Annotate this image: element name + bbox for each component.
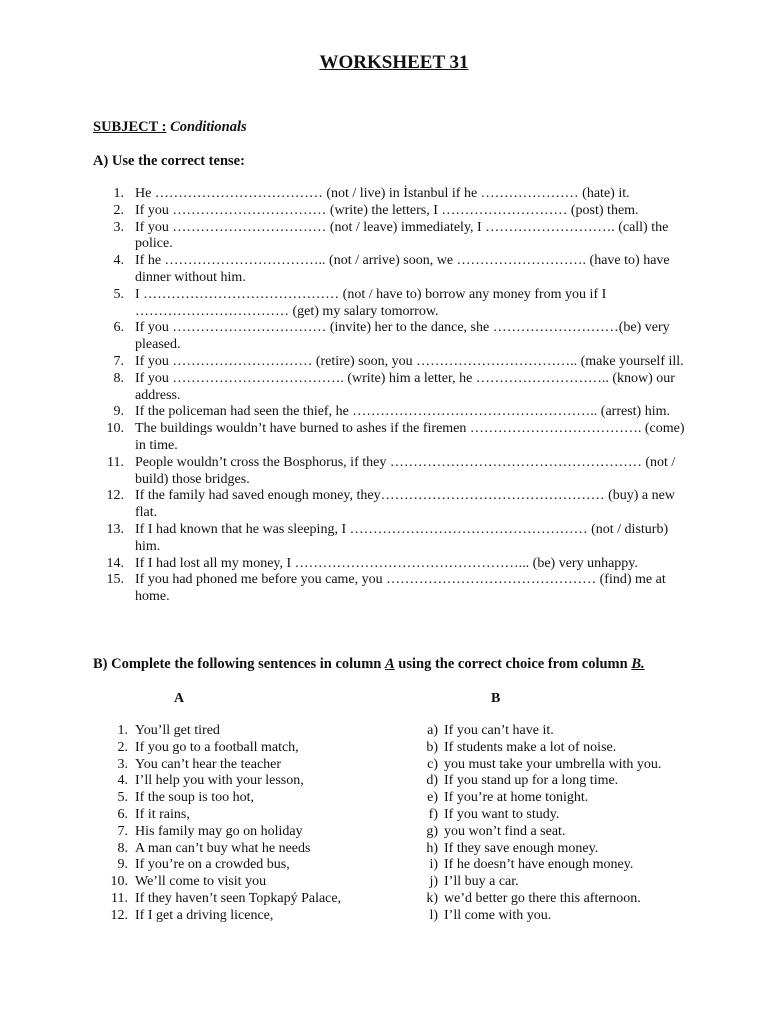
item-text: If you …………………………… (invite) her to the dance, she ………………………(be) very pleased. xyxy=(135,320,670,353)
item-number: 5. xyxy=(117,790,128,806)
item-text: If you go to a football match, xyxy=(135,739,299,755)
column-b-item xyxy=(0,740,768,757)
subject-line xyxy=(93,119,247,136)
item-letter: f) xyxy=(428,806,438,822)
item-text: If he doesn’t have enough money. xyxy=(444,857,634,873)
item-text: If he …………………………….. (not / arrive) soon, we ………………………. (have to) have dinner without him. xyxy=(135,253,670,285)
item-number: 15. xyxy=(106,572,124,588)
section-a-heading: A) Use the correct tense: xyxy=(93,153,245,169)
exercise-item xyxy=(0,287,695,321)
item-text: I’ll buy a car. xyxy=(444,874,519,890)
exercise-item xyxy=(0,421,695,455)
item-number: 7. xyxy=(117,823,128,839)
item-text: He ……………………………… (not / live) in İstanbul if he ………………… (hate) it. xyxy=(135,186,630,201)
item-letter: d) xyxy=(426,773,438,789)
item-text: If you’re at home tonight. xyxy=(444,790,589,806)
item-text: If you …………………………… (not / leave) immediately, I ………………………. (call) the police. xyxy=(135,219,669,252)
item-number: 7. xyxy=(113,353,124,369)
item-number: 2. xyxy=(117,739,128,755)
worksheet-title: WORKSHEET 31 xyxy=(319,52,469,73)
exercise-item xyxy=(0,320,695,354)
item-text: I’ll come with you. xyxy=(444,907,552,923)
item-text: If you stand up for a long time. xyxy=(444,773,619,789)
item-number: 14. xyxy=(106,555,124,571)
exercise-item xyxy=(0,186,695,203)
item-text: you won’t find a seat. xyxy=(444,823,566,839)
item-text: you must take your umbrella with you. xyxy=(444,756,662,772)
item-number: 12. xyxy=(106,488,124,504)
item-text: If they save enough money. xyxy=(444,840,599,856)
item-letter: j) xyxy=(429,874,438,890)
section-b-heading-mid: using the correct choice from column xyxy=(394,656,632,672)
item-number: 5. xyxy=(113,286,124,302)
column-b-item xyxy=(0,773,768,790)
item-number: 6. xyxy=(113,320,124,336)
item-letter: b) xyxy=(426,739,438,755)
item-letter: l) xyxy=(429,907,438,923)
column-b-item xyxy=(0,908,768,925)
item-text: If you ………………………… (retire) soon, you …………………………….. (make yourself ill. xyxy=(135,353,684,369)
item-text: we’d better go there this afternoon. xyxy=(444,890,641,906)
section-b-heading-a: A xyxy=(385,656,395,672)
section-b-heading-b: B. xyxy=(631,656,645,672)
item-text: If you want to study. xyxy=(444,806,560,822)
column-a-heading: A xyxy=(174,691,185,706)
item-number: 4. xyxy=(117,773,128,789)
column-b-item xyxy=(0,891,768,908)
section-a-list xyxy=(0,186,768,606)
item-text: You’ll get tired xyxy=(135,723,220,738)
item-letter: c) xyxy=(427,756,438,772)
item-letter: e) xyxy=(427,790,438,806)
column-b-item xyxy=(0,790,768,807)
item-letter: h) xyxy=(426,840,438,856)
column-b-item xyxy=(0,723,768,740)
item-text: You can’t hear the teacher xyxy=(135,756,282,772)
item-text: If you can’t have it. xyxy=(444,723,554,738)
item-number: 6. xyxy=(117,806,128,822)
item-text: The buildings wouldn’t have burned to ashes if the firemen ………………………………. (come) in time. xyxy=(135,421,685,453)
item-number: 9. xyxy=(117,857,128,873)
section-b-heading xyxy=(93,656,645,673)
item-text: If I had lost all my money, I …………………………………………... (be) very unhappy. xyxy=(135,555,638,571)
item-letter: i) xyxy=(429,857,438,873)
column-b-item xyxy=(0,874,768,891)
exercise-item xyxy=(0,371,695,405)
column-b-item xyxy=(0,757,768,774)
column-b-heading: B xyxy=(491,691,501,706)
item-number: 1. xyxy=(117,723,128,738)
item-text: People wouldn’t cross the Bosphorus, if they ……………………………………………… (not / build) those bridges. xyxy=(135,454,676,487)
item-number: 4. xyxy=(113,253,124,269)
exercise-item xyxy=(0,404,695,421)
item-number: 8. xyxy=(113,370,124,386)
item-text: If you …………………………… (write) the letters, I ……………………… (post) them. xyxy=(135,202,639,218)
item-letter: a) xyxy=(427,723,438,738)
exercise-item xyxy=(0,203,695,220)
item-letter: k) xyxy=(426,890,438,906)
item-text: If students make a lot of noise. xyxy=(444,739,617,755)
item-number: 1. xyxy=(113,186,124,201)
item-number: 12. xyxy=(110,907,128,923)
item-text: If you had phoned me before you came, you ……………………………………… (find) me at home. xyxy=(135,572,666,605)
item-number: 8. xyxy=(117,840,128,856)
item-text: If the policeman had seen the thief, he …………………………………………….. (arrest) him. xyxy=(135,404,670,420)
item-number: 3. xyxy=(117,756,128,772)
item-number: 9. xyxy=(113,404,124,420)
exercise-item xyxy=(0,488,695,522)
item-text: His family may go on holiday xyxy=(135,823,303,839)
item-number: 10. xyxy=(106,421,124,437)
item-text: If I had known that he was sleeping, I …………………………………………… (not / disturb) him. xyxy=(135,521,669,554)
exercise-item xyxy=(0,455,695,489)
exercise-item xyxy=(0,556,695,573)
item-text: If the family had saved enough money, they………………………………………… (buy) a new flat. xyxy=(135,488,675,521)
item-number: 3. xyxy=(113,219,124,235)
item-number: 11. xyxy=(111,890,128,906)
item-text: A man can’t buy what he needs xyxy=(135,840,311,856)
exercise-item xyxy=(0,572,695,606)
item-text: I’ll help you with your lesson, xyxy=(135,773,304,789)
item-text: If you’re on a crowded bus, xyxy=(135,857,290,873)
item-text: I …………………………………… (not / have to) borrow any money from you if I …………………………… (get) my salary tomorrow. xyxy=(135,286,607,319)
column-b-item xyxy=(0,841,768,858)
column-b-list xyxy=(0,723,768,925)
item-number: 13. xyxy=(106,521,124,537)
exercise-item xyxy=(0,522,695,556)
exercise-item xyxy=(0,220,695,254)
item-text: We’ll come to visit you xyxy=(135,874,267,890)
exercise-item xyxy=(0,354,695,371)
item-letter: g) xyxy=(426,823,438,839)
item-number: 10. xyxy=(110,874,128,890)
exercise-item xyxy=(0,253,695,287)
item-text: If I get a driving licence, xyxy=(135,907,274,923)
item-number: 2. xyxy=(113,202,124,218)
column-b-item xyxy=(0,807,768,824)
item-text: If the soup is too hot, xyxy=(135,790,254,806)
column-b-item xyxy=(0,857,768,874)
subject-value: Conditionals xyxy=(170,119,247,135)
item-number: 11. xyxy=(107,454,124,470)
item-text: If they haven’t seen Topkapý Palace, xyxy=(135,890,342,906)
subject-label: SUBJECT : xyxy=(93,119,167,135)
section-b-heading-pre: B) Complete the following sentences in column xyxy=(93,656,385,672)
column-b-item xyxy=(0,824,768,841)
item-text: If you ………………………………. (write) him a letter, he ……………………….. (know) our address. xyxy=(135,370,675,403)
item-text: If it rains, xyxy=(135,806,190,822)
